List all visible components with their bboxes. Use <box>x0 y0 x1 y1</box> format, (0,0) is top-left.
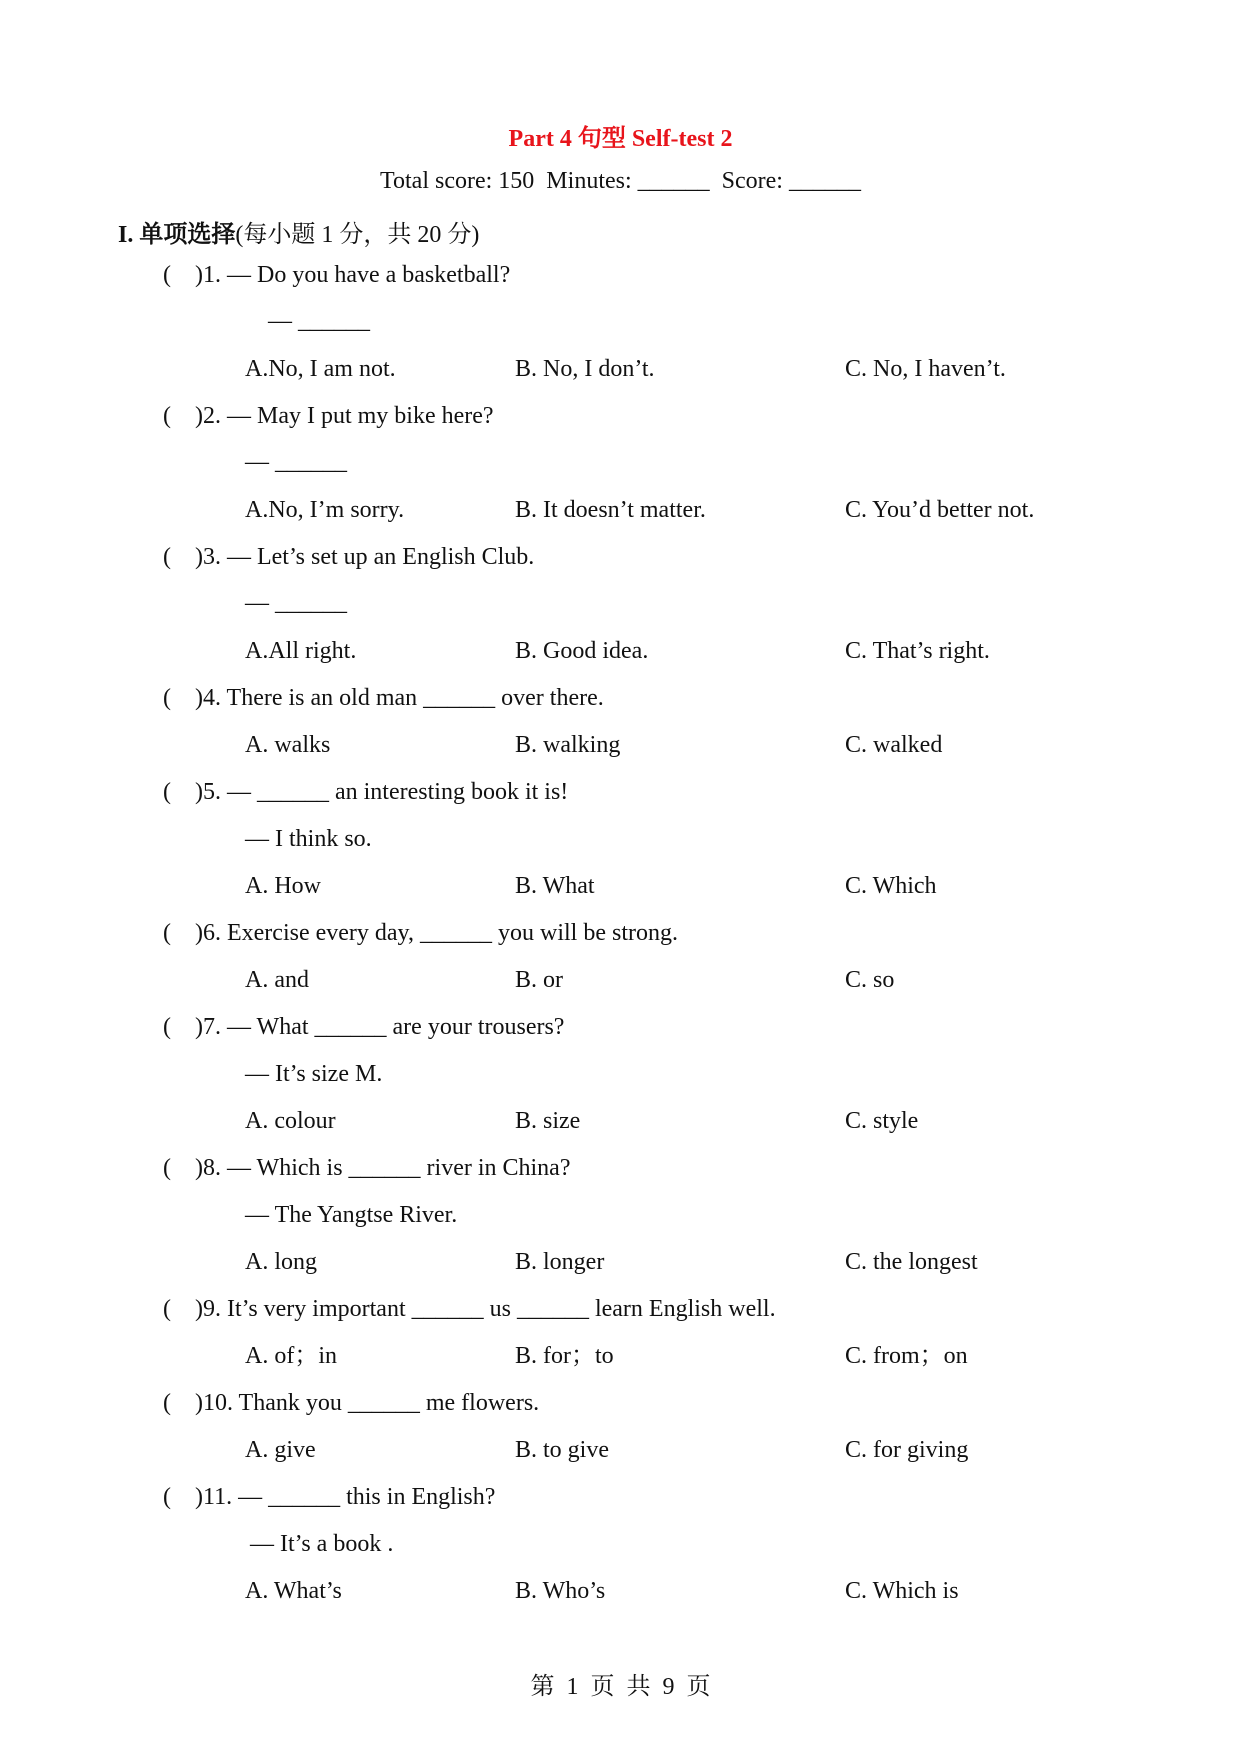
question-stem: ( )6. Exercise every day, ______ you will be strong. <box>163 920 678 946</box>
option-c: C. the longest <box>845 1249 978 1275</box>
question-answer-line: — ______ <box>268 308 370 334</box>
option-a: A. long <box>245 1249 317 1275</box>
option-c: C. style <box>845 1108 919 1134</box>
option-b: B. size <box>515 1108 581 1134</box>
question-answer-line: — ______ <box>245 449 347 475</box>
question-stem: ( )7. — What ______ are your trousers? <box>163 1014 565 1040</box>
question-stem: ( )10. Thank you ______ me flowers. <box>163 1390 540 1416</box>
option-c: C. from；on <box>845 1343 968 1369</box>
option-c: C. so <box>845 967 895 993</box>
question-stem: ( )9. It’s very important ______ us ______ learn English well. <box>163 1296 776 1322</box>
option-b: B. longer <box>515 1249 605 1275</box>
option-a: A. colour <box>245 1108 336 1134</box>
score-line: Total score: 150 Minutes: ______ Score: ______ <box>380 168 861 194</box>
option-b: B. or <box>515 967 563 993</box>
option-a: A. and <box>245 967 309 993</box>
option-a: A. give <box>245 1437 316 1463</box>
option-a: A.All right. <box>245 638 357 664</box>
option-c: C. Which <box>845 873 937 899</box>
question-stem: ( )2. — May I put my bike here? <box>163 403 494 429</box>
page-title: Part 4 句型 Self-test 2 <box>508 126 733 152</box>
option-a: A. walks <box>245 732 331 758</box>
section-note: (每小题 1 分，共 20 分) <box>235 222 480 248</box>
option-b: B. No, I don’t. <box>515 356 655 382</box>
option-b: B. It doesn’t matter. <box>515 497 706 523</box>
option-a: A. of；in <box>245 1343 337 1369</box>
question-answer-line: — The Yangtse River. <box>245 1202 458 1228</box>
question-stem: ( )3. — Let’s set up an English Club. <box>163 544 535 570</box>
option-c: C. walked <box>845 732 943 758</box>
option-b: B. What <box>515 873 595 899</box>
option-a: A.No, I’m sorry. <box>245 497 405 523</box>
question-stem: ( )1. — Do you have a basketball? <box>163 262 511 288</box>
option-a: A. What’s <box>245 1578 342 1604</box>
option-b: B. walking <box>515 732 621 758</box>
question-answer-line: — It’s size M. <box>245 1061 383 1087</box>
question-stem: ( )11. — ______ this in English? <box>163 1484 496 1510</box>
option-a: A.No, I am not. <box>245 356 396 382</box>
question-stem: ( )8. — Which is ______ river in China? <box>163 1155 571 1181</box>
option-c: C. No, I haven’t. <box>845 356 1006 382</box>
option-c: C. That’s right. <box>845 638 990 664</box>
question-stem: ( )5. — ______ an interesting book it is! <box>163 779 569 805</box>
question-answer-line: — It’s a book . <box>250 1531 394 1557</box>
option-b: B. for；to <box>515 1343 614 1369</box>
question-answer-line: — ______ <box>245 590 347 616</box>
section-label: I. 单项选择 <box>118 222 236 248</box>
question-stem: ( )4. There is an old man ______ over there. <box>163 685 604 711</box>
question-answer-line: — I think so. <box>245 826 372 852</box>
section-heading <box>118 214 479 249</box>
option-b: B. Who’s <box>515 1578 606 1604</box>
page-number: 第 1 页 共 9 页 <box>530 1674 711 1700</box>
option-c: C. Which is <box>845 1578 959 1604</box>
option-c: C. for giving <box>845 1437 969 1463</box>
option-b: B. to give <box>515 1437 609 1463</box>
option-b: B. Good idea. <box>515 638 649 664</box>
option-a: A. How <box>245 873 321 899</box>
option-c: C. You’d better not. <box>845 497 1035 523</box>
